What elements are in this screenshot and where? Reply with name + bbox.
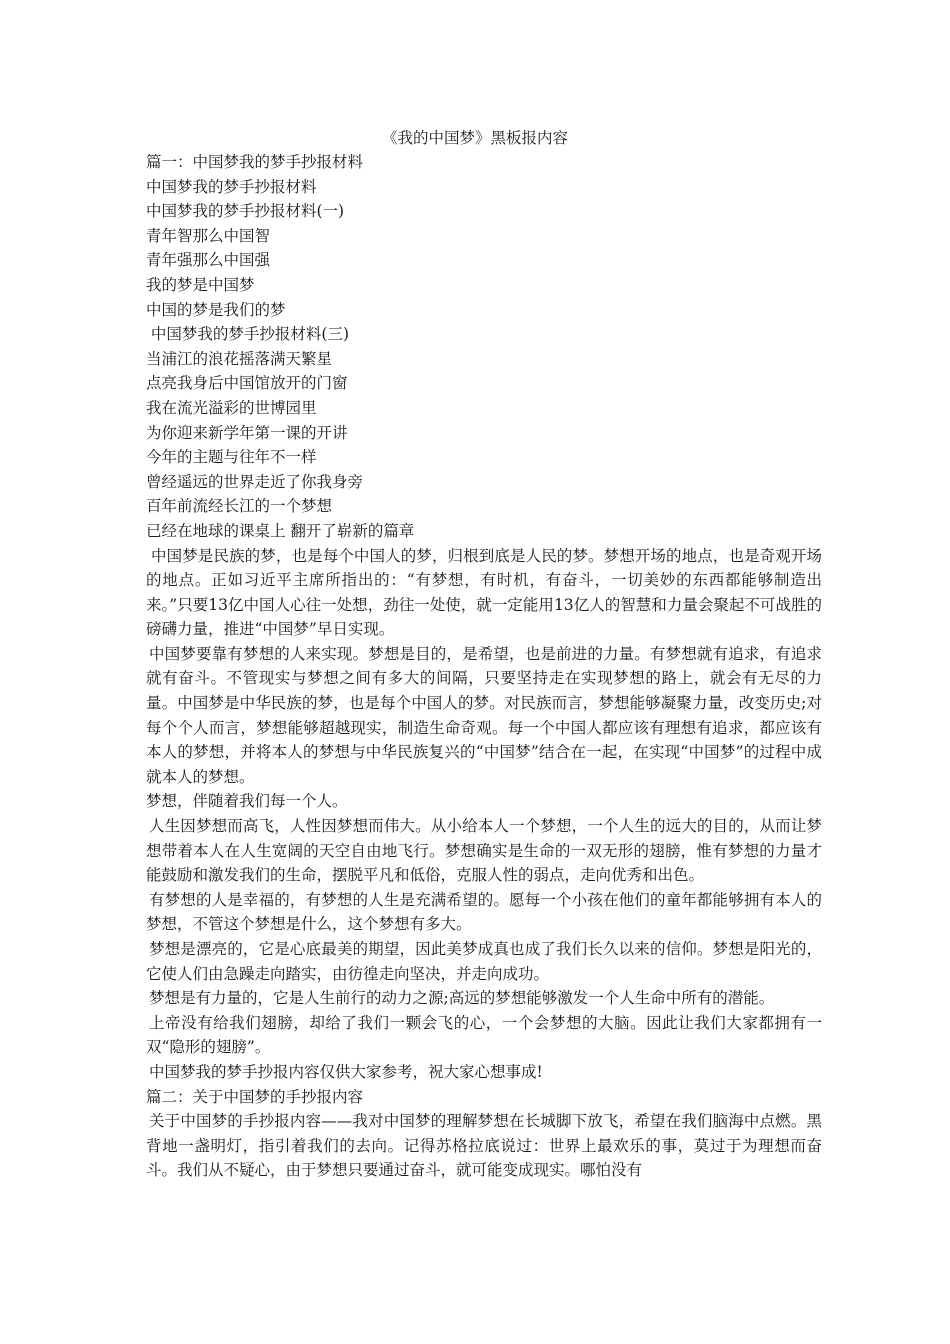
paragraph: 中国梦我的梦手抄报材料(三) <box>146 325 350 344</box>
poem-line: 青年智那么中国智 <box>146 226 271 245</box>
poem-line: 今年的主题与往年不一样 <box>146 448 317 467</box>
poem-line: 点亮我身后中国馆放开的门窗 <box>146 374 348 393</box>
poem-line: 中国的梦是我们的梦 <box>146 300 286 319</box>
paragraph: 上帝没有给我们翅膀，却给了我们一颗会飞的心，一个会梦想的大脑。因此让我们大家都拥有一双“隐形的翅膀”。 <box>146 1013 822 1057</box>
poem-line: 已经在地球的课桌上 翻开了崭新的篇章 <box>146 521 415 540</box>
paragraph: 梦想，伴随着我们每一个人。 <box>146 792 348 811</box>
paragraph: 中国梦要靠有梦想的人来实现。梦想是目的，是希望，也是前进的力量。有梦想就有追求，有追求就有奋斗。不管现实与梦想之间有多大的间隔，只要坚持走在实现梦想的路上，就会有无尽的力量。中国梦是中华民族的梦，也是每个中国人的梦。对民族而言，梦想能够凝聚力量，改变历史;对每个个人而言，梦想能够超越现实，制造生命奇观。每一个中国人都应该有理想有追求，都应该有本人的梦想，并将本人的梦想与中华民族复兴的“中国梦”结合在一起，在实现“中国梦”的过程中成就本人的梦想。 <box>146 644 822 786</box>
poem-line: 当浦江的浪花摇落满天繁星 <box>146 349 333 368</box>
poem-line: 青年强那么中国强 <box>146 251 271 270</box>
paragraph: 关于中国梦的手抄报内容——我对中国梦的理解梦想在长城脚下放飞，希望在我们脑海中点燃。黑背地一盏明灯，指引着我们的去向。记得苏格拉底说过：世界上最欢乐的事，莫过于为理想而奋斗。我们从不疑心，由于梦想只要通过奋斗，就可能变成现实。哪怕没有 <box>146 1112 822 1180</box>
poem-line: 百年前流经长江的一个梦想 <box>146 497 333 516</box>
poem-line: 我的梦是中国梦 <box>146 275 255 294</box>
section-heading-1: 篇一：中国梦我的梦手抄报材料 <box>146 153 364 171</box>
paragraph: 中国梦我的梦手抄报内容仅供大家参考，祝大家心想事成! <box>149 1062 543 1081</box>
paragraph: 有梦想的人是幸福的，有梦想的人生是充满希望的。愿每一个小孩在他们的童年都能够拥有本人的梦想，不管这个梦想是什么，这个梦想有多大。 <box>146 890 822 934</box>
poem-line: 我在流光溢彩的世博园里 <box>146 398 317 417</box>
poem-line: 曾经遥远的世界走近了你我身旁 <box>146 472 364 491</box>
paragraph: 中国梦是民族的梦，也是每个中国人的梦，归根到底是人民的梦。梦想开场的地点，也是奇观开场的地点。正如习近平主席所指出的：“有梦想，有时机，有奋斗，一切美妙的东西都能够制造出来。”只要13亿中国人心往一处想，劲往一处使，就一定能用13亿人的智慧和力量会聚起不可战胜的磅礴力量，推进“中国梦”早日实现。 <box>146 546 822 639</box>
poem-line: 为你迎来新学年第一课的开讲 <box>146 423 348 442</box>
document-body <box>146 150 822 1183</box>
document-title: 《我的中国梦》黑板报内容 <box>381 129 568 147</box>
paragraph: 人生因梦想而高飞，人性因梦想而伟大。从小给本人一个梦想，一个人生的远大的目的，从而让梦想带着本人在人生宽阔的天空自由地飞行。梦想确实是生命的一双无形的翅膀，惟有梦想的力量才能鼓励和激发我们的生命，摆脱平凡和低俗，克服人性的弱点，走向优秀和出色。 <box>146 817 822 885</box>
paragraph: 中国梦我的梦手抄报材料(一) <box>146 202 345 221</box>
paragraph: 梦想是有力量的，它是人生前行的动力之源;高远的梦想能够激发一个人生命中所有的潜能。 <box>149 989 775 1008</box>
paragraph: 梦想是漂亮的，它是心底最美的期望，因此美梦成真也成了我们长久以来的信仰。梦想是阳光的，它使人们由急躁走向踏实，由彷徨走向坚决，并走向成功。 <box>146 940 822 983</box>
paragraph: 中国梦我的梦手抄报材料 <box>146 177 317 196</box>
section-heading-2: 篇二：关于中国梦的手抄报内容 <box>146 1087 364 1106</box>
